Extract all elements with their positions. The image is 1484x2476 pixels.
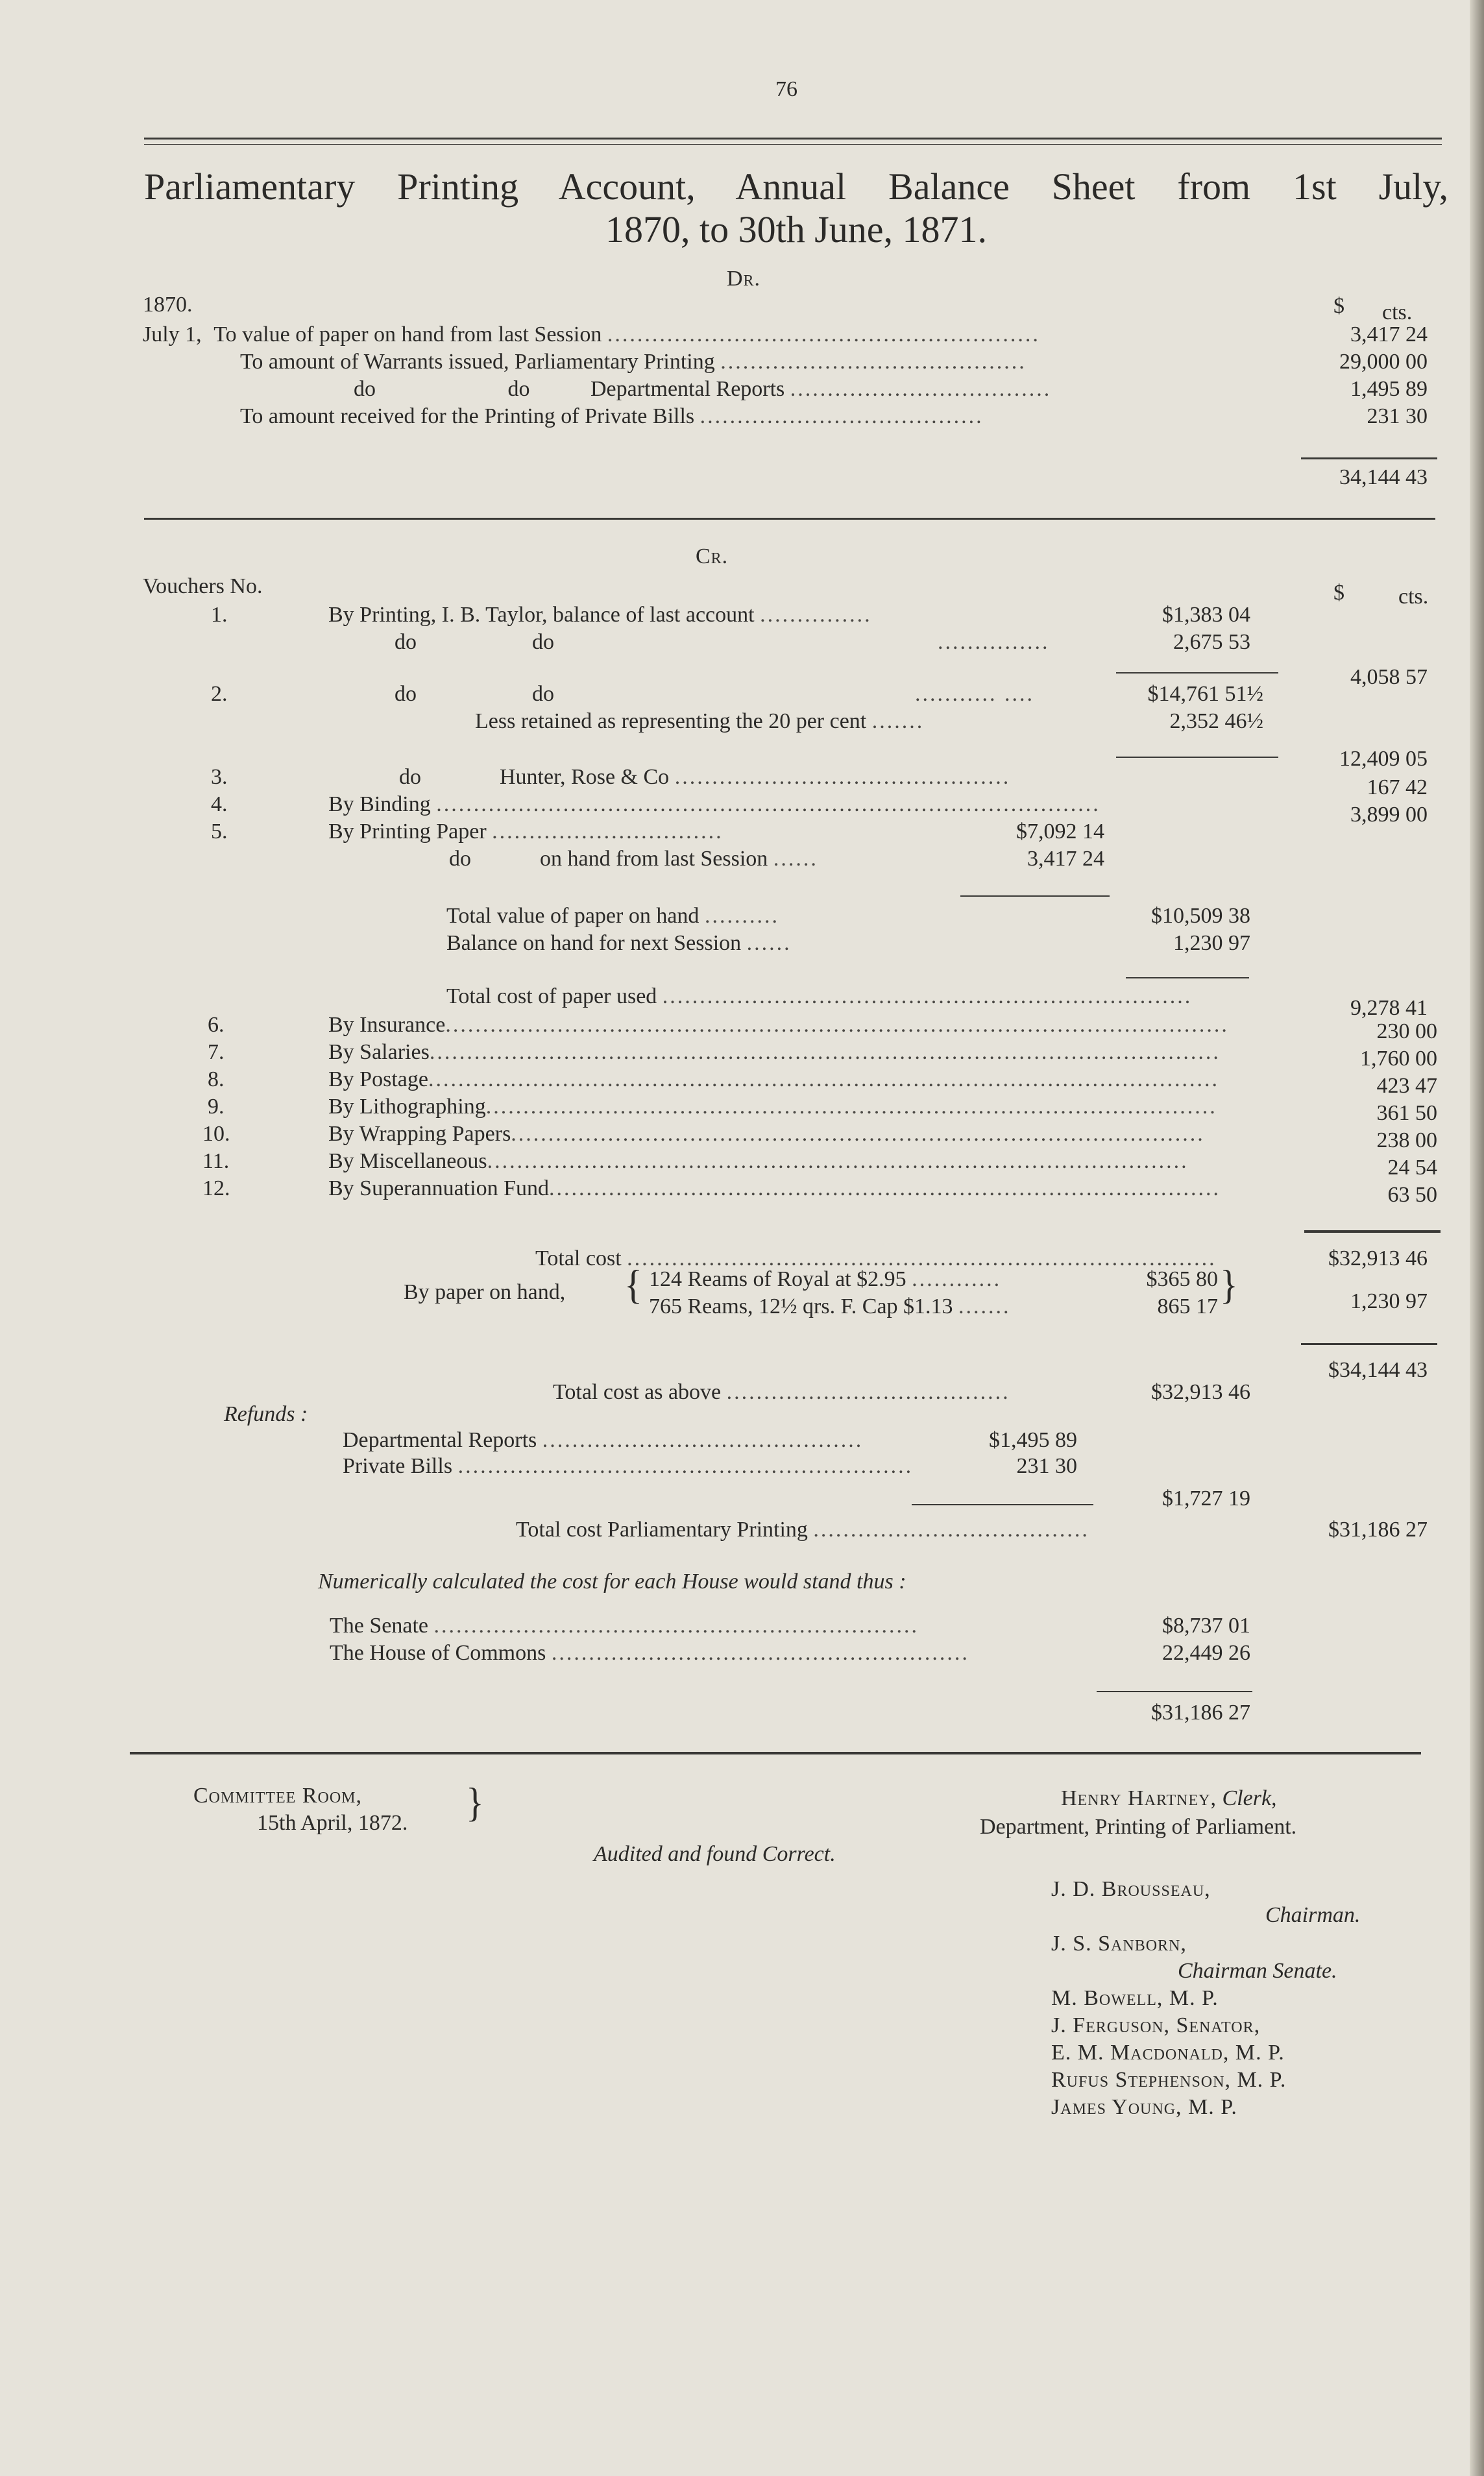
signatory-name: Rufus Stephenson, M. P. [1051,2068,1287,2092]
voucher-no: 2. [211,682,228,706]
expense-row [202,1148,1437,1180]
dot-leader: ......................................................................................................... [445,1013,1229,1037]
paper-used-row [446,984,1192,1010]
debit-cents-header: cts. [1382,300,1413,324]
voucher-total: 12,409 05 [1339,747,1428,771]
voucher-amount: $7,092 14 [1016,819,1104,844]
expense-amount: 238 00 [1376,1128,1437,1152]
paper-used-total: 9,278 41 [1350,996,1428,1020]
debit-dollar-header: $ [1333,294,1344,318]
voucher-do: do [532,682,554,706]
paper-on-hand-total: 1,230 97 [1350,1289,1428,1313]
total-as-above-label: Total cost as above [553,1380,722,1404]
page-title [144,165,1448,251]
royal-amount: $365 80 [1146,1267,1218,1291]
voucher-do: do [395,630,417,654]
signatory-name: J. Ferguson, Senator, [1051,2013,1261,2037]
dot-leader: ...... [746,931,792,955]
expense-row [202,1176,1437,1207]
debit-row-1 [143,322,1428,348]
dot-leader: .......................................................................................... [548,1176,1221,1200]
dot-leader: .......................................................... [607,322,1040,346]
expense-desc [328,1067,1219,1093]
credit-heading: Cr. [696,544,729,568]
signatory-name: E. M. Macdonald, M. P. [1051,2041,1285,2065]
expense-no: 6. [208,1013,225,1037]
expense-label: By Insurance [328,1013,446,1037]
expense-label: By Miscellaneous [328,1149,487,1173]
total-cost-label: Total cost [535,1246,622,1270]
dot-leader: .............................................................................................. [487,1149,1189,1173]
dot-leader: ................................... [790,377,1052,401]
expense-desc [328,1039,1221,1065]
dot-leader: ............... [938,630,1050,654]
dot-leader: ...... [773,847,818,871]
dot-leader: ........................................... [542,1428,864,1452]
footer-rule [130,1752,1421,1754]
debit-amount: 1,495 89 [1350,377,1428,401]
debit-desc: To amount received for the Printing of Private Bills [240,404,695,428]
credit-cents-header: cts. [1398,585,1429,609]
dot-leader: ....... [958,1294,1011,1318]
net-cost-amount: $31,186 27 [1328,1518,1428,1542]
signatory-name: J. S. Sanborn, [1051,1932,1187,1956]
grand-total-rule [1301,1343,1437,1345]
refund-sum-amount: $1,727 19 [1162,1487,1250,1511]
debit-total-rule [1301,457,1437,459]
net-cost-label: Total cost Parliamentary Printing [516,1518,808,1542]
paper-total-amount: $10,509 38 [1151,904,1250,928]
refund-rule [912,1504,1093,1505]
dot-leader: ......................................................................................... [436,792,1101,816]
total-cost-amount: $32,913 46 [1328,1246,1428,1270]
page-number: 76 [775,77,797,101]
royal-desc: 124 Reams of Royal at $2.95 [649,1267,906,1291]
expense-no: 9. [208,1095,225,1119]
voucher-do: do [399,765,421,789]
refund-bills-label: Private Bills [343,1454,453,1478]
expense-list [202,1012,1437,1207]
department-line: Department, Printing of Parliament. [980,1815,1297,1839]
dot-leader: ...................................... [699,404,984,428]
refund-dept-label: Departmental Reports [343,1428,537,1452]
voucher-desc: By Printing Paper [328,819,487,844]
total-as-above-row [553,1379,1010,1405]
paper-balance-row [446,930,792,956]
debit-total: 34,144 43 [1339,465,1428,489]
senate-label: The Senate [330,1614,428,1638]
debit-desc-c: Departmental Reports [590,377,785,401]
split-rule [1097,1691,1252,1692]
debit-date: July 1, [143,322,202,346]
voucher-3-desc [500,764,1010,790]
expense-desc [328,1094,1217,1120]
clerk-line [1061,1786,1277,1812]
dot-leader: ............... [760,603,872,627]
expense-no: 11. [202,1149,230,1173]
voucher-no: 4. [211,792,228,816]
fcap-desc: 765 Reams, 12½ qrs. F. Cap $1.13 [649,1294,953,1318]
fcap-row [649,1294,1011,1320]
voucher-no: 1. [211,603,228,627]
voucher-4-desc [328,792,1101,818]
expense-desc [328,1148,1189,1174]
title-line-2: 1870, to 30th June, 1871. [605,208,988,250]
debit-amount: 29,000 00 [1339,350,1428,374]
subtotal-rule [1126,977,1249,978]
voucher-amount: $1,383 04 [1162,603,1250,627]
paper-used-label: Total cost of paper used [446,984,657,1008]
split-heading: Numerically calculated the cost for each House would stand thus : [318,1570,906,1594]
dot-leader: .......... [704,904,779,928]
signatory-name: M. Bowell, M. P. [1051,1986,1219,2010]
commons-amount: 22,449 26 [1162,1641,1250,1665]
signatory-role: Chairman Senate. [1178,1959,1337,1983]
expense-amount: 63 50 [1387,1183,1437,1207]
expense-row [208,1039,1437,1071]
signatory-name: J. D. Brousseau, [1051,1877,1211,1901]
dot-leader: ............................... [492,819,724,844]
refund-dept-amount: $1,495 89 [989,1428,1077,1452]
left-brace: { [624,1261,642,1308]
dot-leader: ............................................. [674,765,1011,789]
page-edge-shadow [1470,0,1484,2476]
vouchers-header: Vouchers No. [143,574,263,598]
voucher-less-desc [475,709,924,734]
commons-label: The House of Commons [330,1641,546,1665]
dot-leader: ................................................................. [433,1614,919,1638]
committee-date: 15th April, 1872. [257,1811,408,1835]
debit-desc-b: do [507,377,530,401]
paper-balance-amount: 1,230 97 [1173,931,1250,955]
dot-leader: ..................................... [813,1518,1089,1542]
debit-year: 1870. [143,293,193,317]
dot-leader: ............................................................. [457,1454,914,1478]
voucher-do: do [449,847,471,871]
net-cost-row [516,1517,1089,1543]
voucher-total: 3,899 00 [1350,803,1428,827]
dot-leader: ....................................................................... [662,984,1193,1008]
total-as-above-amount: $32,913 46 [1151,1380,1250,1404]
voucher-amount: 2,675 53 [1173,630,1250,654]
debit-amount: 3,417 24 [1350,322,1428,346]
expense-label: By Postage [328,1067,428,1091]
voucher-desc: on hand from last Session [540,847,768,871]
voucher-1-desc [328,602,872,628]
credit-dollar-header: $ [1333,581,1344,605]
voucher-do: do [532,630,554,654]
expense-amount: 24 54 [1387,1156,1437,1180]
expense-row [208,1012,1437,1043]
expense-label: By Salaries [328,1040,430,1064]
dot-leader: ............................................................................... [627,1246,1217,1270]
paper-total-row [446,903,779,929]
expense-desc [328,1012,1229,1038]
fcap-amount: 865 17 [1157,1294,1218,1318]
total-rule [1304,1230,1441,1233]
voucher-desc: Hunter, Rose & Co [500,765,670,789]
voucher-no: 3. [211,765,228,789]
dot-leader: ...................................... [726,1380,1010,1404]
senate-amount: $8,737 01 [1162,1614,1250,1638]
voucher-amount: 3,417 24 [1027,847,1104,871]
expense-amount: 1,760 00 [1360,1047,1437,1071]
debit-row-2 [240,349,1428,375]
dot-leader: ........... .... [915,682,1034,706]
subtotal-rule [1116,757,1278,758]
voucher-amount: $14,761 51½ [1147,682,1263,706]
expense-row [208,1067,1437,1098]
debit-desc: To amount of Warrants issued, Parliamentary Printing [240,350,715,374]
signatory-name: James Young, M. P. [1051,2095,1237,2119]
subtotal-rule [960,895,1110,897]
less-desc: Less retained as representing the 20 per cent [475,709,867,733]
top-thin-rule [144,144,1442,145]
expense-row [208,1094,1437,1125]
debit-amount: 231 30 [1367,404,1428,428]
expense-desc [328,1121,1205,1147]
committee-room: Committee Room, [193,1784,363,1808]
clerk-name: Henry Hartney, [1061,1786,1217,1810]
dot-leader: ............................................................................................. [511,1122,1205,1146]
debit-row-3 [354,376,1428,402]
expense-no: 10. [202,1122,230,1146]
expense-no: 7. [208,1040,225,1064]
expense-desc [328,1176,1221,1202]
top-double-rule [144,138,1442,140]
voucher-do: do [395,682,417,706]
debit-desc: do [354,377,376,401]
audited-note: Audited and found Correct. [594,1842,836,1866]
debit-heading: Dr. [727,267,761,291]
expense-no: 12. [202,1176,230,1200]
voucher-desc: By Binding [328,792,431,816]
section-rule [144,518,1435,520]
refund-bills-amount: 231 30 [1016,1454,1077,1478]
refunds-heading: Refunds : [224,1402,308,1426]
dot-leader: .......................................................................................................... [429,1040,1221,1064]
voucher-total: 167 42 [1367,775,1428,799]
voucher-5b-desc [540,846,818,872]
debit-desc: To value of paper on hand from last Session [213,322,602,346]
subtotal-rule [1116,672,1278,674]
expense-amount: 361 50 [1376,1101,1437,1125]
debit-row-4 [240,404,1428,430]
commons-row [330,1640,969,1666]
paper-balance-label: Balance on hand for next Session [446,931,742,955]
expense-no: 8. [208,1067,225,1091]
expense-label: By Superannuation Fund [328,1176,549,1200]
footer-brace: } [466,1778,484,1826]
grand-total: $34,144 43 [1328,1358,1428,1382]
split-total: $31,186 27 [1151,1701,1250,1725]
dot-leader: ....... [871,709,925,733]
voucher-total: 4,058 57 [1350,665,1428,689]
voucher-no: 5. [211,819,228,844]
right-brace: } [1220,1261,1238,1308]
expense-label: By Wrapping Papers [328,1122,511,1146]
signatory-role: Chairman. [1265,1903,1361,1927]
expense-amount: 230 00 [1376,1019,1437,1043]
voucher-desc: By Printing, I. B. Taylor, balance of last account [328,603,755,627]
expense-label: By Lithographing [328,1095,486,1119]
senate-row [330,1613,919,1639]
expense-row [202,1121,1437,1152]
expense-amount: 423 47 [1376,1074,1437,1098]
title-line-1: Parliamentary Printing Account, Annual Balance Sheet from 1st July, [144,165,1448,208]
clerk-title: Clerk, [1222,1786,1277,1810]
paper-total-label: Total value of paper on hand [446,904,699,928]
voucher-amount: 2,352 46½ [1169,709,1263,733]
dot-leader: ............ [912,1267,1002,1291]
paper-on-hand-label: By paper on hand, [404,1280,566,1304]
dot-leader: ........................................................ [551,1641,969,1665]
dot-leader: .................................................................................................. [485,1095,1217,1119]
dot-leader: ......................................... [720,350,1027,374]
voucher-5-desc [328,819,724,845]
refund-bills-row [343,1453,913,1479]
dot-leader: .......................................................................................................... [428,1067,1219,1091]
royal-row [649,1267,1001,1293]
refund-dept-row [343,1427,863,1453]
